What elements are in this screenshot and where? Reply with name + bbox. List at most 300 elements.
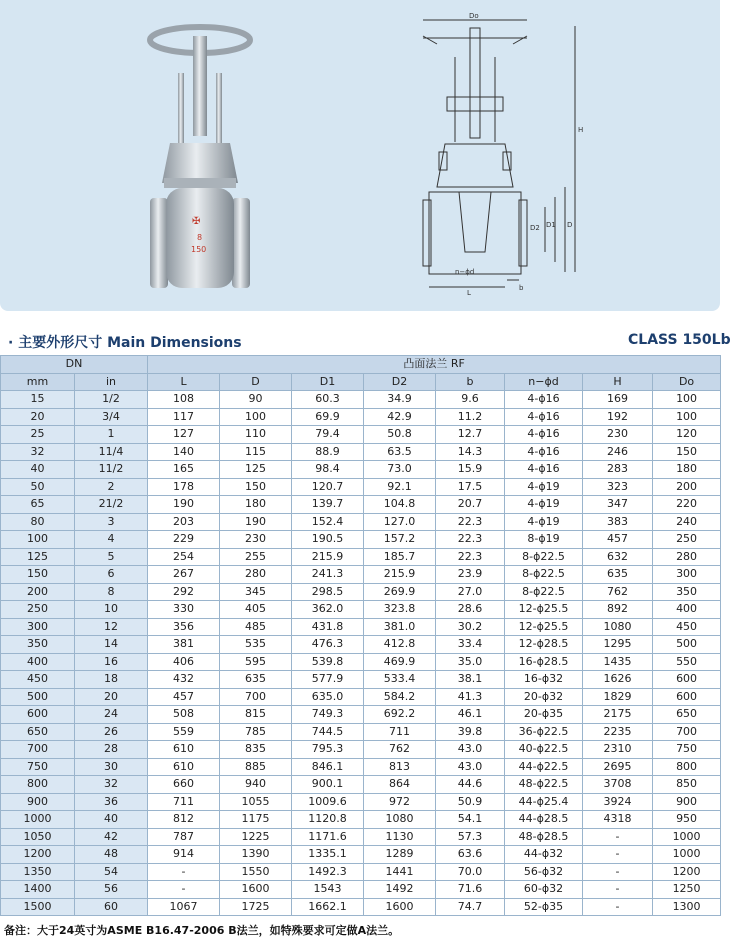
table-cell: 4 (75, 531, 148, 549)
table-cell: 635.0 (292, 688, 364, 706)
table-cell: 347 (583, 496, 653, 514)
table-cell: 5 (75, 548, 148, 566)
class-label: CLASS 150Lb (628, 332, 731, 348)
table-row (1, 601, 721, 619)
table-cell: 3924 (583, 793, 653, 811)
table-cell: 600 (653, 688, 721, 706)
table-cell: 1055 (220, 793, 292, 811)
table-cell: 864 (364, 776, 436, 794)
table-row (1, 583, 721, 601)
table-row (1, 793, 721, 811)
table-cell: 14.3 (436, 443, 505, 461)
table-cell: 610 (148, 758, 220, 776)
table-cell: 30.2 (436, 618, 505, 636)
table-cell: 16 (75, 653, 148, 671)
table-cell: 44-ϕ32 (505, 846, 583, 864)
table-cell: 125 (1, 548, 75, 566)
table-cell: 230 (583, 426, 653, 444)
table-cell: 42 (75, 828, 148, 846)
table-cell: 1600 (220, 881, 292, 899)
table-cell: 972 (364, 793, 436, 811)
table-cell: 381 (148, 636, 220, 654)
table-cell: 3/4 (75, 408, 148, 426)
table-cell: 1626 (583, 671, 653, 689)
table-cell: 350 (1, 636, 75, 654)
table-cell: 229 (148, 531, 220, 549)
table-cell: 300 (653, 566, 721, 584)
table-cell: 846.1 (292, 758, 364, 776)
table-cell: 39.8 (436, 723, 505, 741)
table-cell: 635 (220, 671, 292, 689)
table-cell: 787 (148, 828, 220, 846)
table-cell: 36 (75, 793, 148, 811)
table-cell: 457 (583, 531, 653, 549)
table-cell: 345 (220, 583, 292, 601)
table-cell: 762 (583, 583, 653, 601)
table-cell: 940 (220, 776, 292, 794)
table-cell: 120.7 (292, 478, 364, 496)
table-cell: 34.9 (364, 391, 436, 409)
table-cell: 127.0 (364, 513, 436, 531)
header-dn: DN (1, 356, 148, 374)
header-d: D (220, 373, 292, 391)
table-cell: 1171.6 (292, 828, 364, 846)
table-cell: 885 (220, 758, 292, 776)
table-cell: 1200 (1, 846, 75, 864)
table-row (1, 846, 721, 864)
table-cell: 400 (1, 653, 75, 671)
table-cell: 100 (653, 391, 721, 409)
table-cell: 1/2 (75, 391, 148, 409)
table-cell: 100 (220, 408, 292, 426)
dim-label-l: L (467, 289, 471, 297)
table-cell: 610 (148, 741, 220, 759)
table-cell: 139.7 (292, 496, 364, 514)
table-cell: 1500 (1, 898, 75, 916)
table-cell: 26 (75, 723, 148, 741)
table-cell: 600 (653, 671, 721, 689)
table-cell: 584.2 (364, 688, 436, 706)
table-row (1, 618, 721, 636)
table-cell: 650 (1, 723, 75, 741)
table-cell: 1400 (1, 881, 75, 899)
table-cell: 220 (653, 496, 721, 514)
table-cell: 48-ϕ22.5 (505, 776, 583, 794)
table-cell: 215.9 (364, 566, 436, 584)
table-cell: 57.3 (436, 828, 505, 846)
table-cell: 533.4 (364, 671, 436, 689)
table-row (1, 426, 721, 444)
table-cell: 30 (75, 758, 148, 776)
table-cell: 700 (653, 723, 721, 741)
table-cell: 2235 (583, 723, 653, 741)
table-cell: 127 (148, 426, 220, 444)
table-cell: 22.3 (436, 548, 505, 566)
dim-label-d1: D1 (546, 221, 556, 229)
table-cell: 9.6 (436, 391, 505, 409)
table-cell: 323 (583, 478, 653, 496)
table-row (1, 653, 721, 671)
table-cell: 650 (653, 706, 721, 724)
table-cell: 4-ϕ16 (505, 426, 583, 444)
table-cell: 60.3 (292, 391, 364, 409)
table-cell: 4-ϕ19 (505, 478, 583, 496)
table-cell: 32 (75, 776, 148, 794)
table-cell: 190 (148, 496, 220, 514)
table-cell: 632 (583, 548, 653, 566)
table-cell: 4-ϕ19 (505, 513, 583, 531)
table-cell: 535 (220, 636, 292, 654)
table-cell: 12-ϕ25.5 (505, 601, 583, 619)
table-cell: 43.0 (436, 741, 505, 759)
table-row (1, 513, 721, 531)
table-cell: 4-ϕ16 (505, 408, 583, 426)
table-cell: 405 (220, 601, 292, 619)
table-cell: 1000 (653, 846, 721, 864)
table-cell: 4-ϕ16 (505, 443, 583, 461)
table-cell: 52-ϕ35 (505, 898, 583, 916)
table-cell: 4-ϕ16 (505, 391, 583, 409)
table-cell: 914 (148, 846, 220, 864)
header-nd: n−ϕd (505, 373, 583, 391)
table-row (1, 461, 721, 479)
valve-photo (140, 18, 270, 293)
header-do: Do (653, 373, 721, 391)
table-row (1, 723, 721, 741)
table-cell: 157.2 (364, 531, 436, 549)
table-cell: 12-ϕ28.5 (505, 636, 583, 654)
table-cell: 1492.3 (292, 863, 364, 881)
table-cell: 190.5 (292, 531, 364, 549)
table-cell: 711 (364, 723, 436, 741)
table-cell: 1 (75, 426, 148, 444)
table-cell: 169 (583, 391, 653, 409)
table-cell: 150 (1, 566, 75, 584)
table-cell: 43.0 (436, 758, 505, 776)
table-cell: 15.9 (436, 461, 505, 479)
table-cell: 42.9 (364, 408, 436, 426)
dim-label-h: H (578, 126, 584, 134)
table-cell: 1543 (292, 881, 364, 899)
table-row (1, 408, 721, 426)
product-image-panel (0, 0, 720, 311)
table-cell: 17.5 (436, 478, 505, 496)
table-cell: 20 (1, 408, 75, 426)
table-cell: 1225 (220, 828, 292, 846)
table-cell: 44.6 (436, 776, 505, 794)
table-cell: 16-ϕ32 (505, 671, 583, 689)
table-cell: 24 (75, 706, 148, 724)
table-row (1, 688, 721, 706)
table-cell: 80 (1, 513, 75, 531)
table-cell: 254 (148, 548, 220, 566)
table-cell: 1080 (364, 811, 436, 829)
table-cell: 38.1 (436, 671, 505, 689)
table-cell: 356 (148, 618, 220, 636)
table-cell: 60 (75, 898, 148, 916)
table-cell: 508 (148, 706, 220, 724)
table-cell: 711 (148, 793, 220, 811)
table-row (1, 636, 721, 654)
table-cell: 56-ϕ32 (505, 863, 583, 881)
table-cell: 350 (653, 583, 721, 601)
table-cell: - (583, 846, 653, 864)
table-cell: 4318 (583, 811, 653, 829)
table-cell: 559 (148, 723, 220, 741)
table-cell: 71.6 (436, 881, 505, 899)
table-cell: 330 (148, 601, 220, 619)
table-cell: 250 (1, 601, 75, 619)
table-cell: 56 (75, 881, 148, 899)
table-cell: 65 (1, 496, 75, 514)
table-cell: 200 (653, 478, 721, 496)
table-cell: 246 (583, 443, 653, 461)
body-marking-size: 8 (197, 233, 203, 242)
table-cell: 44-ϕ22.5 (505, 758, 583, 776)
table-cell: 100 (653, 408, 721, 426)
table-cell: - (148, 881, 220, 899)
table-cell: 280 (653, 548, 721, 566)
table-cell: 2 (75, 478, 148, 496)
table-cell: 749.3 (292, 706, 364, 724)
table-cell: 1050 (1, 828, 75, 846)
table-cell: 362.0 (292, 601, 364, 619)
section-title: · 主要外形尺寸 Main Dimensions (8, 335, 242, 351)
table-cell: 485 (220, 618, 292, 636)
table-cell: 12.7 (436, 426, 505, 444)
table-cell: 1009.6 (292, 793, 364, 811)
table-cell: 1662.1 (292, 898, 364, 916)
table-cell: 20.7 (436, 496, 505, 514)
table-cell: 577.9 (292, 671, 364, 689)
table-cell: 432 (148, 671, 220, 689)
table-cell: 4-ϕ16 (505, 461, 583, 479)
table-cell: 635 (583, 566, 653, 584)
table-cell: 750 (1, 758, 75, 776)
table-cell: 50.8 (364, 426, 436, 444)
header-l: L (148, 373, 220, 391)
table-row (1, 531, 721, 549)
table-row (1, 828, 721, 846)
table-cell: 1350 (1, 863, 75, 881)
table-cell: 283 (583, 461, 653, 479)
table-cell: 41.3 (436, 688, 505, 706)
table-cell: 3 (75, 513, 148, 531)
table-cell: 269.9 (364, 583, 436, 601)
table-cell: 20-ϕ35 (505, 706, 583, 724)
table-row (1, 898, 721, 916)
table-row (1, 391, 721, 409)
table-cell: 22.3 (436, 531, 505, 549)
table-cell: 813 (364, 758, 436, 776)
table-cell: 28.6 (436, 601, 505, 619)
body-marking-class: 150 (191, 245, 207, 254)
table-cell: 60-ϕ32 (505, 881, 583, 899)
table-cell: 267 (148, 566, 220, 584)
table-cell: 69.9 (292, 408, 364, 426)
table-cell: 900.1 (292, 776, 364, 794)
dim-label-b: b (519, 284, 524, 292)
table-body (1, 391, 721, 916)
table-cell: 1600 (364, 898, 436, 916)
table-cell: 450 (653, 618, 721, 636)
table-cell: 900 (1, 793, 75, 811)
table-cell: 74.7 (436, 898, 505, 916)
table-cell: 400 (653, 601, 721, 619)
table-cell: 8-ϕ22.5 (505, 566, 583, 584)
table-cell: 28 (75, 741, 148, 759)
dim-label-d: D (567, 221, 573, 229)
table-cell: 79.4 (292, 426, 364, 444)
table-cell: 450 (1, 671, 75, 689)
table-row (1, 706, 721, 724)
table-row (1, 776, 721, 794)
table-cell: 27.0 (436, 583, 505, 601)
table-cell: 48 (75, 846, 148, 864)
table-cell: 70.0 (436, 863, 505, 881)
table-cell: 100 (1, 531, 75, 549)
table-cell: 8-ϕ19 (505, 531, 583, 549)
table-cell: 54 (75, 863, 148, 881)
table-cell: 800 (1, 776, 75, 794)
table-cell: 1130 (364, 828, 436, 846)
table-cell: 190 (220, 513, 292, 531)
table-cell: 1725 (220, 898, 292, 916)
table-cell: 457 (148, 688, 220, 706)
table-cell: 22.3 (436, 513, 505, 531)
table-row (1, 881, 721, 899)
table-cell: 8-ϕ22.5 (505, 548, 583, 566)
header-rf: 凸面法兰 RF (148, 356, 721, 374)
table-cell: 117 (148, 408, 220, 426)
table-cell: 850 (653, 776, 721, 794)
table-cell: 44-ϕ28.5 (505, 811, 583, 829)
table-cell: 950 (653, 811, 721, 829)
table-cell: 11/2 (75, 461, 148, 479)
table-cell: 110 (220, 426, 292, 444)
table-row (1, 741, 721, 759)
table-cell: 6 (75, 566, 148, 584)
table-cell: 16-ϕ28.5 (505, 653, 583, 671)
table-cell: 15 (1, 391, 75, 409)
table-cell: - (583, 863, 653, 881)
table-cell: 200 (1, 583, 75, 601)
table-cell: 12-ϕ25.5 (505, 618, 583, 636)
table-cell: 125 (220, 461, 292, 479)
table-cell: 1200 (653, 863, 721, 881)
table-cell: 40 (1, 461, 75, 479)
table-row (1, 758, 721, 776)
table-cell: 40-ϕ22.5 (505, 741, 583, 759)
table-cell: 700 (1, 741, 75, 759)
table-cell: 539.8 (292, 653, 364, 671)
table-cell: 500 (653, 636, 721, 654)
table-cell: 10 (75, 601, 148, 619)
table-cell: 298.5 (292, 583, 364, 601)
table-cell: 1250 (653, 881, 721, 899)
table-cell: 750 (653, 741, 721, 759)
section-header (0, 328, 731, 354)
table-cell: 73.0 (364, 461, 436, 479)
table-cell: 35.0 (436, 653, 505, 671)
table-cell: 1289 (364, 846, 436, 864)
table-cell: 1000 (653, 828, 721, 846)
table-cell: 1067 (148, 898, 220, 916)
table-cell: 406 (148, 653, 220, 671)
table-row (1, 671, 721, 689)
header-mm: mm (1, 373, 75, 391)
table-cell: 412.8 (364, 636, 436, 654)
table-cell: 1120.8 (292, 811, 364, 829)
table-row (1, 478, 721, 496)
table-cell: 215.9 (292, 548, 364, 566)
table-cell: 500 (1, 688, 75, 706)
table-cell: 383 (583, 513, 653, 531)
table-cell: 1492 (364, 881, 436, 899)
table-cell: 11/4 (75, 443, 148, 461)
table-cell: 108 (148, 391, 220, 409)
dimension-drawing (415, 12, 595, 297)
table-cell: 36-ϕ22.5 (505, 723, 583, 741)
table-cell: - (583, 828, 653, 846)
table-row (1, 863, 721, 881)
table-cell: 150 (220, 478, 292, 496)
dim-label-d2: D2 (530, 224, 540, 232)
header-d2: D2 (364, 373, 436, 391)
table-cell: 50.9 (436, 793, 505, 811)
table-cell: 795.3 (292, 741, 364, 759)
table-cell: 1550 (220, 863, 292, 881)
table-cell: 50 (1, 478, 75, 496)
dim-label-nd: n−ϕd (455, 268, 475, 276)
table-cell: 255 (220, 548, 292, 566)
table-cell: 1175 (220, 811, 292, 829)
table-cell: 744.5 (292, 723, 364, 741)
table-cell: 8-ϕ22.5 (505, 583, 583, 601)
table-cell: 104.8 (364, 496, 436, 514)
table-cell: 120 (653, 426, 721, 444)
table-cell: 2695 (583, 758, 653, 776)
table-cell: 90 (220, 391, 292, 409)
table-row (1, 811, 721, 829)
table-cell: 800 (653, 758, 721, 776)
header-b: b (436, 373, 505, 391)
header-h: H (583, 373, 653, 391)
table-cell: 292 (148, 583, 220, 601)
table-cell: 241.3 (292, 566, 364, 584)
table-cell: 185.7 (364, 548, 436, 566)
table-cell: - (148, 863, 220, 881)
header-d1: D1 (292, 373, 364, 391)
table-cell: 660 (148, 776, 220, 794)
table-cell: 40 (75, 811, 148, 829)
table-cell: 550 (653, 653, 721, 671)
footnote: 备注：大于24英寸为ASME B16.47-2006 B法兰，如特殊要求可定做A法兰。 (4, 924, 400, 937)
table-cell: 700 (220, 688, 292, 706)
table-cell: 18 (75, 671, 148, 689)
table-cell: 165 (148, 461, 220, 479)
table-cell: 46.1 (436, 706, 505, 724)
table-cell: - (583, 881, 653, 899)
table-cell: 92.1 (364, 478, 436, 496)
table-cell: 785 (220, 723, 292, 741)
table-cell: 240 (653, 513, 721, 531)
table-cell: 250 (653, 531, 721, 549)
table-cell: 323.8 (364, 601, 436, 619)
table-cell: 54.1 (436, 811, 505, 829)
table-cell: 1300 (653, 898, 721, 916)
table-cell: 88.9 (292, 443, 364, 461)
